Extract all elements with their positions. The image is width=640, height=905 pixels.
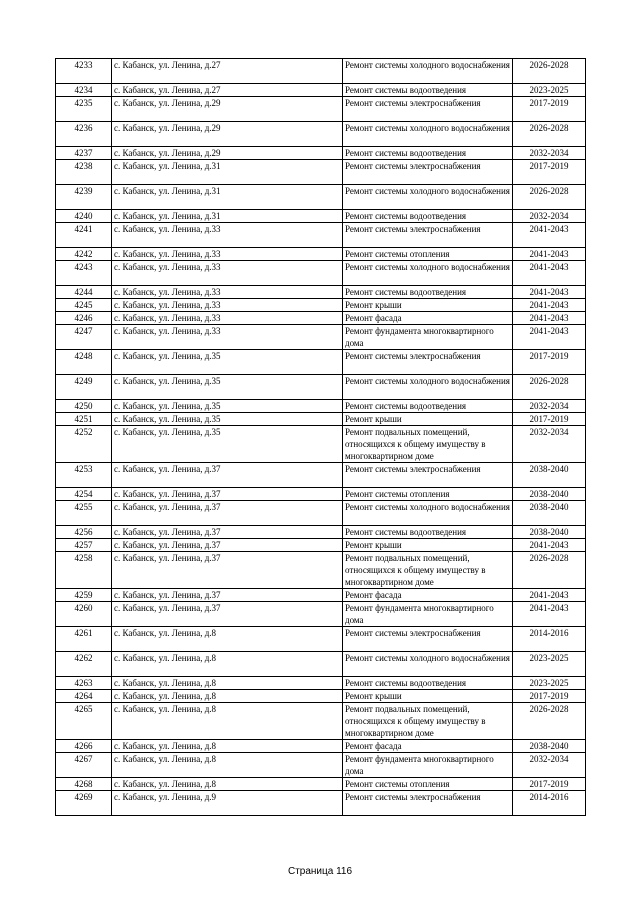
address-cell: с. Кабанск, ул. Ленина, д.8: [112, 677, 343, 690]
address-cell: с. Кабанск, ул. Ленина, д.9: [112, 791, 343, 816]
address-cell: с. Кабанск, ул. Ленина, д.37: [112, 488, 343, 501]
row-number: 4233: [56, 59, 112, 84]
work-type-cell: Ремонт системы отопления: [343, 248, 513, 261]
period-cell: 2023-2025: [513, 677, 586, 690]
work-type-cell: Ремонт крыши: [343, 299, 513, 312]
period-cell: 2041-2043: [513, 312, 586, 325]
table-row: [56, 299, 586, 312]
row-number: 4267: [56, 753, 112, 778]
period-cell: 2017-2019: [513, 97, 586, 122]
work-type-cell: Ремонт подвальных помещений, относящихся к общему имуществу в многоквартирном доме: [343, 426, 513, 463]
period-cell: 2041-2043: [513, 589, 586, 602]
work-type-cell: Ремонт подвальных помещений, относящихся к общему имуществу в многоквартирном доме: [343, 552, 513, 589]
period-cell: 2032-2034: [513, 147, 586, 160]
address-cell: с. Кабанск, ул. Ленина, д.31: [112, 210, 343, 223]
address-cell: с. Кабанск, ул. Ленина, д.27: [112, 59, 343, 84]
work-type-cell: Ремонт системы электроснабжения: [343, 160, 513, 185]
table-row: [56, 210, 586, 223]
work-type-cell: Ремонт системы холодного водоснабжения: [343, 261, 513, 286]
address-cell: с. Кабанск, ул. Ленина, д.37: [112, 552, 343, 589]
table-row: [56, 122, 586, 147]
row-number: 4258: [56, 552, 112, 589]
table-row: [56, 147, 586, 160]
work-type-cell: Ремонт системы электроснабжения: [343, 350, 513, 375]
table-row: [56, 740, 586, 753]
period-cell: 2026-2028: [513, 375, 586, 400]
table-row: [56, 223, 586, 248]
work-type-cell: Ремонт системы холодного водоснабжения: [343, 652, 513, 677]
address-cell: с. Кабанск, ул. Ленина, д.8: [112, 778, 343, 791]
work-type-cell: Ремонт системы электроснабжения: [343, 223, 513, 248]
address-cell: с. Кабанск, ул. Ленина, д.29: [112, 122, 343, 147]
row-number: 4242: [56, 248, 112, 261]
period-cell: 2032-2034: [513, 753, 586, 778]
table-row: [56, 539, 586, 552]
row-number: 4240: [56, 210, 112, 223]
work-type-cell: Ремонт фасада: [343, 312, 513, 325]
table-row: [56, 350, 586, 375]
period-cell: 2032-2034: [513, 426, 586, 463]
row-number: 4266: [56, 740, 112, 753]
row-number: 4253: [56, 463, 112, 488]
work-type-cell: Ремонт фундамента многоквартирного дома: [343, 602, 513, 627]
address-cell: с. Кабанск, ул. Ленина, д.8: [112, 627, 343, 652]
row-number: 4264: [56, 690, 112, 703]
row-number: 4239: [56, 185, 112, 210]
row-number: 4241: [56, 223, 112, 248]
period-cell: 2026-2028: [513, 122, 586, 147]
table-row: [56, 552, 586, 589]
period-cell: 2038-2040: [513, 488, 586, 501]
row-number: 4268: [56, 778, 112, 791]
table-row: [56, 778, 586, 791]
table-body: [56, 59, 586, 816]
work-type-cell: Ремонт системы холодного водоснабжения: [343, 375, 513, 400]
work-type-cell: Ремонт системы холодного водоснабжения: [343, 59, 513, 84]
row-number: 4254: [56, 488, 112, 501]
period-cell: 2023-2025: [513, 652, 586, 677]
address-cell: с. Кабанск, ул. Ленина, д.8: [112, 690, 343, 703]
work-type-cell: Ремонт системы холодного водоснабжения: [343, 501, 513, 526]
row-number: 4259: [56, 589, 112, 602]
work-type-cell: Ремонт системы электроснабжения: [343, 627, 513, 652]
table-row: [56, 286, 586, 299]
address-cell: с. Кабанск, ул. Ленина, д.35: [112, 350, 343, 375]
period-cell: 2038-2040: [513, 501, 586, 526]
address-cell: с. Кабанск, ул. Ленина, д.35: [112, 400, 343, 413]
period-cell: 2032-2034: [513, 400, 586, 413]
work-type-cell: Ремонт системы водоотведения: [343, 677, 513, 690]
period-cell: 2038-2040: [513, 740, 586, 753]
work-type-cell: Ремонт системы электроснабжения: [343, 791, 513, 816]
address-cell: с. Кабанск, ул. Ленина, д.35: [112, 413, 343, 426]
row-number: 4246: [56, 312, 112, 325]
table-row: [56, 652, 586, 677]
period-cell: 2041-2043: [513, 539, 586, 552]
table-row: [56, 261, 586, 286]
work-type-cell: Ремонт системы водоотведения: [343, 147, 513, 160]
table-row: [56, 627, 586, 652]
table-row: [56, 753, 586, 778]
work-type-cell: Ремонт системы холодного водоснабжения: [343, 122, 513, 147]
row-number: 4245: [56, 299, 112, 312]
row-number: 4269: [56, 791, 112, 816]
work-type-cell: Ремонт системы отопления: [343, 778, 513, 791]
address-cell: с. Кабанск, ул. Ленина, д.33: [112, 223, 343, 248]
address-cell: с. Кабанск, ул. Ленина, д.33: [112, 286, 343, 299]
table-row: [56, 185, 586, 210]
row-number: 4235: [56, 97, 112, 122]
address-cell: с. Кабанск, ул. Ленина, д.8: [112, 753, 343, 778]
table-row: [56, 677, 586, 690]
address-cell: с. Кабанск, ул. Ленина, д.33: [112, 325, 343, 350]
row-number: 4256: [56, 526, 112, 539]
repair-schedule-table: [55, 58, 586, 816]
period-cell: 2041-2043: [513, 223, 586, 248]
period-cell: 2041-2043: [513, 261, 586, 286]
period-cell: 2023-2025: [513, 84, 586, 97]
row-number: 4249: [56, 375, 112, 400]
row-number: 4251: [56, 413, 112, 426]
table-row: [56, 791, 586, 816]
period-cell: 2026-2028: [513, 703, 586, 740]
address-cell: с. Кабанск, ул. Ленина, д.29: [112, 147, 343, 160]
address-cell: с. Кабанск, ул. Ленина, д.35: [112, 375, 343, 400]
row-number: 4252: [56, 426, 112, 463]
address-cell: с. Кабанск, ул. Ленина, д.31: [112, 160, 343, 185]
table-row: [56, 703, 586, 740]
table-row: [56, 160, 586, 185]
period-cell: 2017-2019: [513, 350, 586, 375]
address-cell: с. Кабанск, ул. Ленина, д.8: [112, 652, 343, 677]
row-number: 4238: [56, 160, 112, 185]
period-cell: 2041-2043: [513, 325, 586, 350]
row-number: 4255: [56, 501, 112, 526]
table-row: [56, 97, 586, 122]
table-row: [56, 312, 586, 325]
table-row: [56, 375, 586, 400]
table-row: [56, 426, 586, 463]
address-cell: с. Кабанск, ул. Ленина, д.33: [112, 299, 343, 312]
table-row: [56, 413, 586, 426]
table-row: [56, 526, 586, 539]
table-row: [56, 589, 586, 602]
table-row: [56, 463, 586, 488]
period-cell: 2014-2016: [513, 627, 586, 652]
period-cell: 2041-2043: [513, 602, 586, 627]
table-row: [56, 84, 586, 97]
page-number: Страница 116: [287, 866, 353, 877]
row-number: 4237: [56, 147, 112, 160]
period-cell: 2041-2043: [513, 286, 586, 299]
period-cell: 2026-2028: [513, 552, 586, 589]
work-type-cell: Ремонт системы электроснабжения: [343, 463, 513, 488]
work-type-cell: Ремонт системы водоотведения: [343, 286, 513, 299]
table-row: [56, 602, 586, 627]
period-cell: 2041-2043: [513, 248, 586, 261]
row-number: 4244: [56, 286, 112, 299]
address-cell: с. Кабанск, ул. Ленина, д.8: [112, 703, 343, 740]
period-cell: 2017-2019: [513, 778, 586, 791]
address-cell: с. Кабанск, ул. Ленина, д.37: [112, 501, 343, 526]
work-type-cell: Ремонт системы водоотведения: [343, 210, 513, 223]
row-number: 4250: [56, 400, 112, 413]
row-number: 4263: [56, 677, 112, 690]
row-number: 4247: [56, 325, 112, 350]
period-cell: 2017-2019: [513, 160, 586, 185]
row-number: 4265: [56, 703, 112, 740]
work-type-cell: Ремонт крыши: [343, 690, 513, 703]
address-cell: с. Кабанск, ул. Ленина, д.37: [112, 602, 343, 627]
work-type-cell: Ремонт крыши: [343, 413, 513, 426]
period-cell: 2038-2040: [513, 526, 586, 539]
row-number: 4260: [56, 602, 112, 627]
work-type-cell: Ремонт крыши: [343, 539, 513, 552]
table-row: [56, 488, 586, 501]
row-number: 4257: [56, 539, 112, 552]
table-row: [56, 325, 586, 350]
row-number: 4248: [56, 350, 112, 375]
work-type-cell: Ремонт системы электроснабжения: [343, 97, 513, 122]
row-number: 4262: [56, 652, 112, 677]
address-cell: с. Кабанск, ул. Ленина, д.33: [112, 248, 343, 261]
table-row: [56, 248, 586, 261]
row-number: 4261: [56, 627, 112, 652]
row-number: 4236: [56, 122, 112, 147]
address-cell: с. Кабанск, ул. Ленина, д.37: [112, 539, 343, 552]
work-type-cell: Ремонт фундамента многоквартирного дома: [343, 325, 513, 350]
table-row: [56, 59, 586, 84]
period-cell: 2014-2016: [513, 791, 586, 816]
address-cell: с. Кабанск, ул. Ленина, д.33: [112, 261, 343, 286]
work-type-cell: Ремонт фасада: [343, 589, 513, 602]
period-cell: 2041-2043: [513, 299, 586, 312]
address-cell: с. Кабанск, ул. Ленина, д.27: [112, 84, 343, 97]
work-type-cell: Ремонт системы водоотведения: [343, 400, 513, 413]
period-cell: 2017-2019: [513, 690, 586, 703]
address-cell: с. Кабанск, ул. Ленина, д.35: [112, 426, 343, 463]
address-cell: с. Кабанск, ул. Ленина, д.37: [112, 589, 343, 602]
address-cell: с. Кабанск, ул. Ленина, д.31: [112, 185, 343, 210]
address-cell: с. Кабанск, ул. Ленина, д.37: [112, 463, 343, 488]
period-cell: 2032-2034: [513, 210, 586, 223]
work-type-cell: Ремонт системы холодного водоснабжения: [343, 185, 513, 210]
period-cell: 2026-2028: [513, 185, 586, 210]
work-type-cell: Ремонт системы отопления: [343, 488, 513, 501]
address-cell: с. Кабанск, ул. Ленина, д.8: [112, 740, 343, 753]
work-type-cell: Ремонт системы водоотведения: [343, 84, 513, 97]
work-type-cell: Ремонт фасада: [343, 740, 513, 753]
address-cell: с. Кабанск, ул. Ленина, д.33: [112, 312, 343, 325]
period-cell: 2038-2040: [513, 463, 586, 488]
period-cell: 2026-2028: [513, 59, 586, 84]
row-number: 4234: [56, 84, 112, 97]
period-cell: 2017-2019: [513, 413, 586, 426]
work-type-cell: Ремонт подвальных помещений, относящихся к общему имуществу в многоквартирном доме: [343, 703, 513, 740]
work-type-cell: Ремонт системы водоотведения: [343, 526, 513, 539]
address-cell: с. Кабанск, ул. Ленина, д.29: [112, 97, 343, 122]
address-cell: с. Кабанск, ул. Ленина, д.37: [112, 526, 343, 539]
table-row: [56, 400, 586, 413]
table-row: [56, 501, 586, 526]
row-number: 4243: [56, 261, 112, 286]
table-row: [56, 690, 586, 703]
work-type-cell: Ремонт фундамента многоквартирного дома: [343, 753, 513, 778]
